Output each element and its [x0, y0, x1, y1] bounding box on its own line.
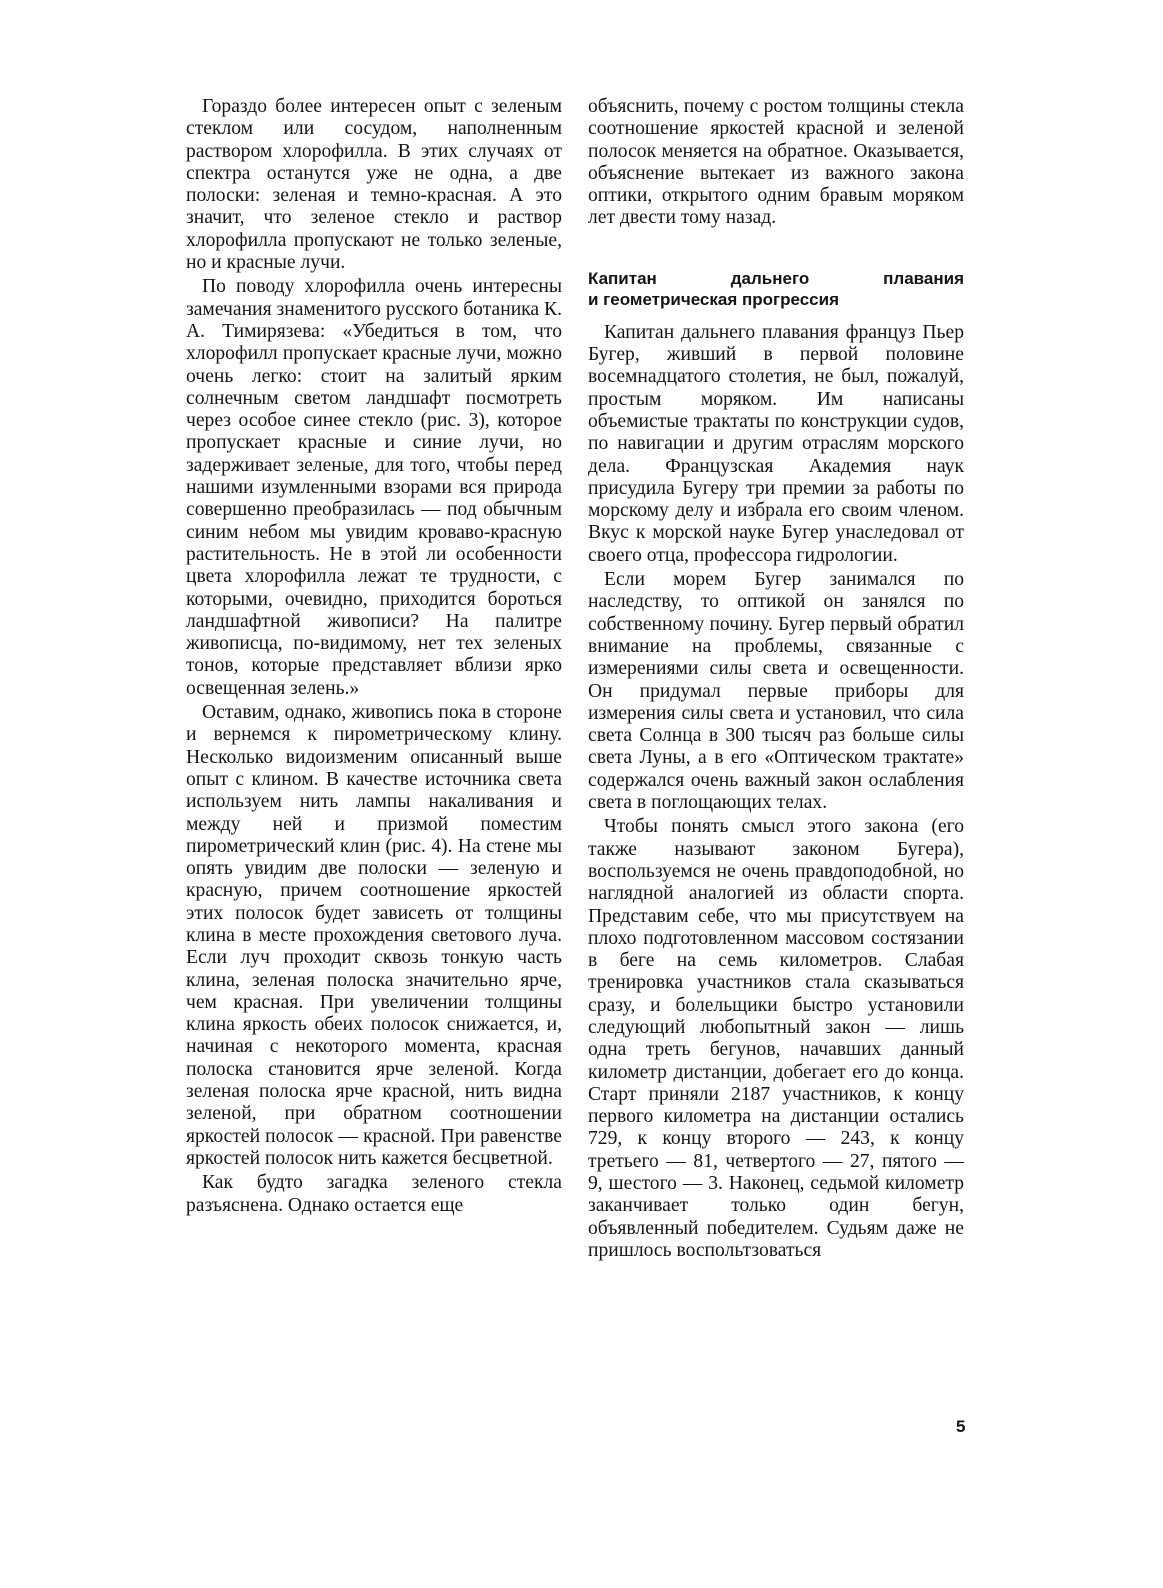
paragraph: Оставим, однако, живопись пока в стороне и вернемся к пирометрическому клину. Несколько видоизменим описанный выше опыт с клином. В качестве источника света используем нить лампы накаливания и между ней и призмой поместим пирометрический клин (рис. 4). На стене мы опять увидим две полоски — зеленую и красную, причем соотношение яркостей этих полосок будет зависеть от толщины клина в месте прохождения светового луча. Если луч проходит сквозь тонкую часть клина, зеленая полоска значительно ярче, чем красная. При увеличении толщины клина яркость обеих полосок снижается, и, начиная с некоторого момента, красная полоска становится ярче зеленой. Когда зеленая полоска ярче красной, нить видна зеленой, при обратном соотношении яркостей полосок — красной. При равенстве яркостей полосок нить кажется бесцветной.: [186, 702, 562, 1169]
paragraph: Если морем Бугер занимался по наследству, то оптикой он занялся по собственному почину. Бугер первый обратил внимание на проблемы, связанные с измерениями силы света и освещенности. Он придумал первые приборы для измерения силы света и установил, что сила света Солнца в 300 тысяч раз больше силы света Луны, а в его «Оптическом трактате» содержался очень важный закон ослабления света в поглощающих телах.: [588, 569, 964, 814]
paragraph: По поводу хлорофилла очень интересны замечания знаменитого русского ботаника К. А. Тимирязева: «Убедиться в том, что хлорофилл пропускает красные лучи, можно очень легко: стоит на залитый ярким солнечным светом ландшафт посмотреть через особое синее стекло (рис. 3), которое пропускает красные и синие лучи, но задерживает зеленые, для того, чтобы перед нашими изумленными взорами вся природа совершенно преобразилась — под обычным синим небом мы увидим кроваво-красную растительность. Не в этой ли особенности цвета хлорофилла лежат те трудности, с которыми, очевидно, приходится бороться ландшафтной живописи? На палитре живописца, по-видимому, нет тех зеленых тонов, которые представляет вблизи ярко освещенная зелень.»: [186, 276, 562, 699]
paragraph: Капитан дальнего плавания француз Пьер Бугер, живший в первой половине восемнадцатого столетия, не был, пожалуй, простым моряком. Им написаны объемистые трактаты по конструкции судов, по навигации и другим отраслям морского дела. Французская Академия наук присудила Бугеру три премии за работы по морскому делу и избрала его своим членом. Вкус к морской науке Бугер унаследовал от своего отца, профессора гидрологии.: [588, 321, 964, 566]
paragraph: Чтобы понять смысл этого закона (его также называют законом Бугера), воспользуемся не очень правдоподобной, но наглядной аналогией из области спорта. Представим себе, что мы присутствуем на плохо подготовленном массовом состязании в беге на семь километров. Слабая тренировка участников стала сказываться сразу, и болельщики быстро установили следующий любопытный закон — лишь одна треть бегунов, начавших данный километр дистанции, добегает его до конца. Старт приняли 2187 участников, к концу первого километра на дистанции остались 729, к концу второго — 243, к концу третьего — 81, четвертого — 27, пятого — 9, шестого — 3. Наконец, седьмой километр заканчивает только один бегун, объявленный победителем. Судьям даже не пришлось воспольтзоваться: [588, 816, 964, 1261]
section-heading-line-1: Капитан дальнего плавания: [588, 268, 964, 288]
right-column: [588, 96, 964, 1264]
paragraph: Гораздо более интересен опыт с зеленым стеклом или сосудом, наполненным раствором хлорофилла. В этих случаях от спектра останутся уже не одна, а две полоски: зеленая и темно-красная. А это значит, что зеленое стекло и раствор хлорофилла пропускают не только зеленые, но и красные лучи.: [186, 96, 562, 274]
paragraph: Как будто загадка зеленого стекла разъяснена. Однако остается еще: [186, 1172, 562, 1216]
page-number: 5: [956, 1417, 966, 1436]
left-column: [186, 96, 562, 1219]
section-heading: [588, 268, 964, 310]
continued-paragraph: объяснить, почему с ростом толщины стекла соотношение яркостей красной и зеленой полосок меняется на обратное. Оказывается, объяснение вытекает из важного закона оптики, открытого одним бравым моряком лет двести тому назад.: [588, 96, 964, 229]
section-heading-line-2: и геометрическая прогрессия: [588, 289, 840, 309]
